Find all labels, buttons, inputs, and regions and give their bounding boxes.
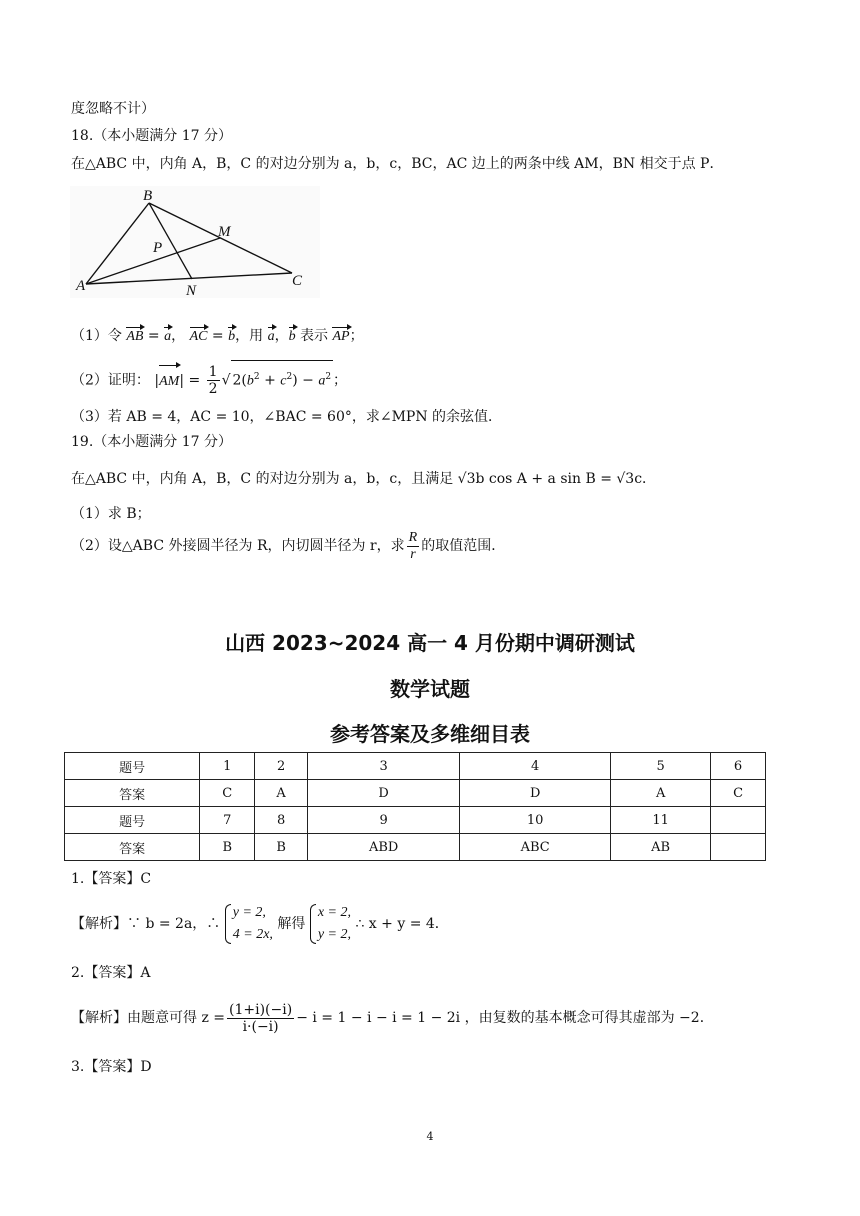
answer-table-cell: D (460, 780, 611, 807)
q19-stem: 在△ABC 中，内角 A，B，C 的对边分别为 a，b，c，且满足 √3b cos A + a sin B = √3c． (71, 471, 657, 487)
answer-table-cell: 4 (460, 753, 611, 780)
answer-table-cell: ABC (460, 834, 611, 861)
answer-table-row (65, 834, 766, 861)
q18-stem: 在△ABC 中，内角 A，B，C 的对边分别为 a，b，c，BC，AC 边上的两条中线 AM，BN 相交于点 P． (71, 156, 724, 172)
answer-table-row-header: 答案 (65, 780, 200, 807)
answer-table-cell: AB (611, 834, 711, 861)
answer-table-row (65, 807, 766, 834)
answer-table-cell: A (255, 780, 308, 807)
answer-table-row-header: 题号 (65, 753, 200, 780)
answer-table-row (65, 780, 766, 807)
answer-table (64, 752, 766, 861)
solution-1-analysis: 【解析】∵ b = 2a，∴ y = 2, 4 = 2x, 解得 x = 2, y = 2, ∴ x + y = 4． (71, 900, 449, 948)
answer-table-cell (711, 807, 766, 834)
answer-table-cell: B (200, 834, 255, 861)
q18-header: 18.（本小题满分 17 分） (71, 128, 232, 144)
answer-table-cell: A (611, 780, 711, 807)
answer-table-cell: 5 (611, 753, 711, 780)
label-n: N (186, 283, 197, 298)
answer-table-cell: 1 (200, 753, 255, 780)
answer-table-cell (711, 834, 766, 861)
q18-part1: （1）令 AB = a， AC = b，用 a，b 表示 AP； (71, 328, 364, 344)
answer-table-cell: 3 (308, 753, 460, 780)
answer-table-cell: 9 (308, 807, 460, 834)
answer-table-cell: 6 (711, 753, 766, 780)
label-c: C (292, 273, 303, 289)
page-number: 4 (426, 1130, 434, 1143)
answer-table-cell: ABD (308, 834, 460, 861)
answer-table-cell: 8 (255, 807, 308, 834)
answer-table-cell: 7 (200, 807, 255, 834)
label-p: P (153, 240, 163, 256)
answer-key-subtitle: 数学试题 (390, 677, 470, 701)
answer-table-cell: C (200, 780, 255, 807)
answer-table-row-header: 答案 (65, 834, 200, 861)
answer-key-main-title: 山西 2023~2024 高一 4 月份期中调研测试 (225, 631, 635, 655)
answer-table-row (65, 753, 766, 780)
solution-2-answer: 2.【答案】A (71, 965, 151, 981)
label-a: A (76, 278, 86, 294)
answer-table-cell: B (255, 834, 308, 861)
solution-2-analysis: 【解析】由题意可得 z = $\frac{(1+i)(-i)}{i\cdot(-i)}$ − i = 1 − i − i = 1 − 2i ，由复数的基本概念可得其虚部为 −2． (71, 1001, 714, 1035)
label-b: B (143, 188, 153, 204)
label-m: M (218, 224, 231, 240)
answer-table-row-header: 题号 (65, 807, 200, 834)
q19-header: 19.（本小题满分 17 分） (71, 434, 232, 450)
answer-table-cell: 10 (460, 807, 611, 834)
triangle-figure (70, 186, 320, 298)
answer-table-cell: C (711, 780, 766, 807)
q19-part1: （1）求 B； (71, 506, 151, 522)
q18-part2: （2）证明： |AM| = $\frac{1}{2}$ √ $2(b^2 + c^2) - a^2$ ； (71, 360, 347, 398)
carryover-text: 度忽略不计） (71, 101, 155, 117)
answer-table-cell: 2 (255, 753, 308, 780)
q18-part3: （3）若 AB = 4，AC = 10，∠BAC = 60°，求∠MPN 的余弦值． (71, 409, 503, 425)
answer-table-cell: 11 (611, 807, 711, 834)
answer-table-cell: D (308, 780, 460, 807)
solution-3-answer: 3.【答案】D (71, 1059, 152, 1075)
answer-table-title: 参考答案及多维细目表 (330, 722, 530, 746)
solution-1-answer: 1.【答案】C (71, 871, 152, 887)
q19-part2: （2）设△ABC 外接圆半径为 R，内切圆半径为 r，求 $\frac{R}{r}$ 的取值范围． (71, 529, 506, 562)
